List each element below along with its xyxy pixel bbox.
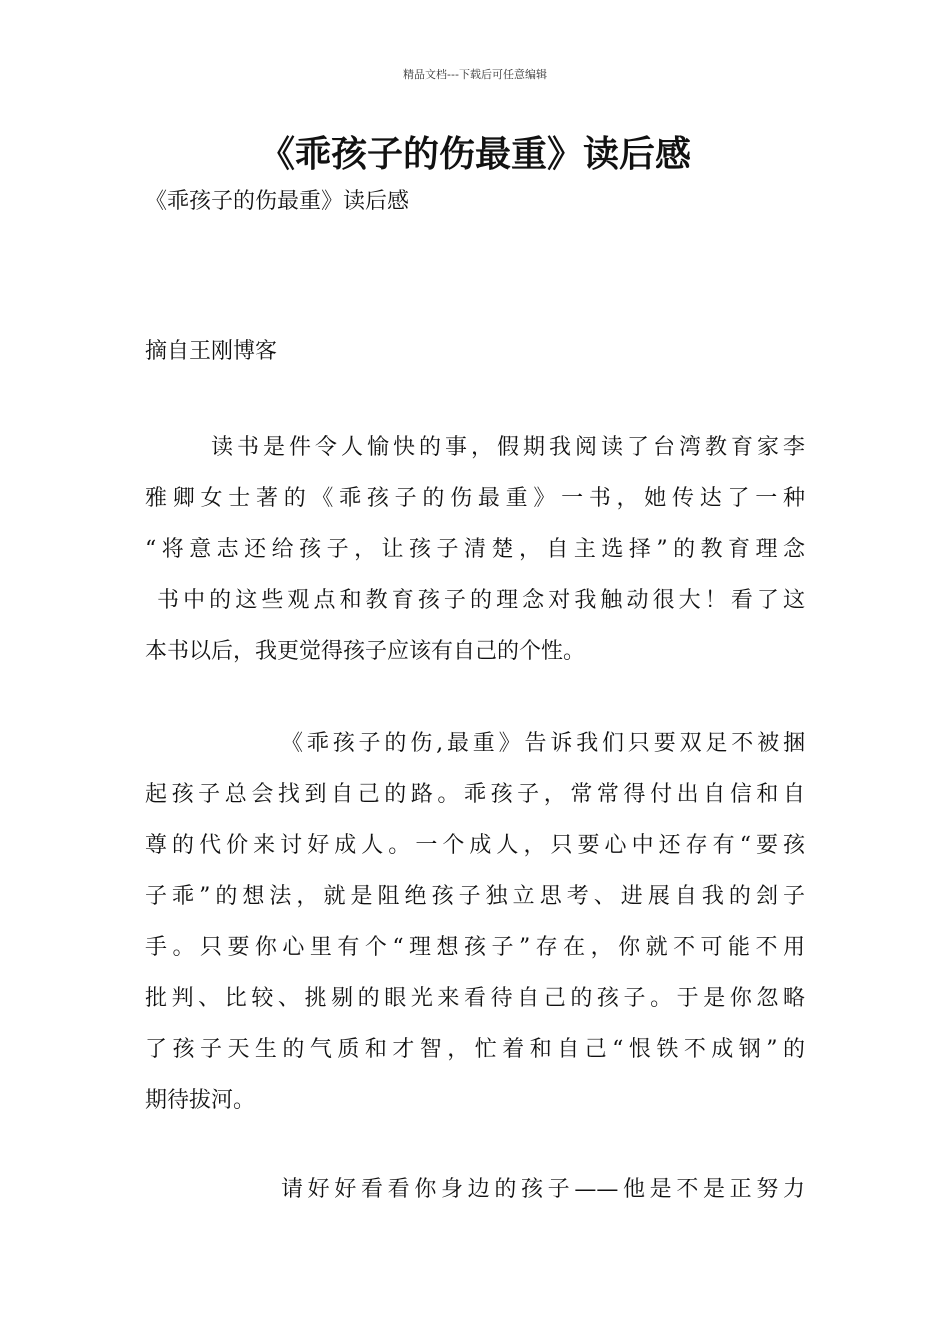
paragraph-line: 雅卿女士著的《乖孩子的伤最重》一书，她传达了一种 (145, 486, 805, 511)
document-subtitle: 《乖孩子的伤最重》读后感 (145, 189, 410, 214)
paragraph-line: 批判、比较、挑剔的眼光来看待自己的孩子。于是你忽略 (145, 986, 805, 1011)
paragraph-line: 本书以后，我更觉得孩子应该有自己的个性。 (145, 639, 586, 664)
paragraph-line: 请好好看看你身边的孩子——他是不是正努力 (281, 1177, 805, 1202)
paragraph-line: 《乖孩子的伤,最重》告诉我们只要双足不被捆 (281, 731, 805, 756)
paragraph-line: 尊的代价来讨好成人。一个成人，只要心中还存有“要孩 (145, 833, 805, 858)
paragraph-line: “将意志还给孩子，让孩子清楚，自主选择”的教育理念 (145, 537, 805, 562)
paragraph-line: 了孩子天生的气质和才智，忙着和自己“恨铁不成钢”的 (145, 1037, 805, 1062)
paragraph-3 (145, 1164, 805, 1215)
paragraph-line: 手。只要你心里有个“理想孩子”存在，你就不可能不用 (145, 935, 805, 960)
paragraph-line: 书中的这些观点和教育孩子的理念对我触动很大！看了这 (157, 588, 805, 613)
paragraph-1 (145, 422, 805, 677)
paragraph-line: 子乖”的想法，就是阻绝孩子独立思考、进展自我的刽子 (145, 884, 805, 909)
paragraph-line: 期待拔河。 (145, 1088, 256, 1113)
paragraph-2 (145, 718, 805, 1126)
source-line: 摘自王刚博客 (145, 339, 278, 364)
paragraph-line: 读书是件令人愉快的事，假期我阅读了台湾教育家李 (211, 435, 805, 460)
paragraph-line: 起孩子总会找到自己的路。乖孩子，常常得付出自信和自 (145, 782, 805, 807)
document-title: 《乖孩子的伤最重》读后感 (258, 134, 691, 175)
header-note: 精品文档---下载后可任意编辑 (403, 68, 547, 81)
